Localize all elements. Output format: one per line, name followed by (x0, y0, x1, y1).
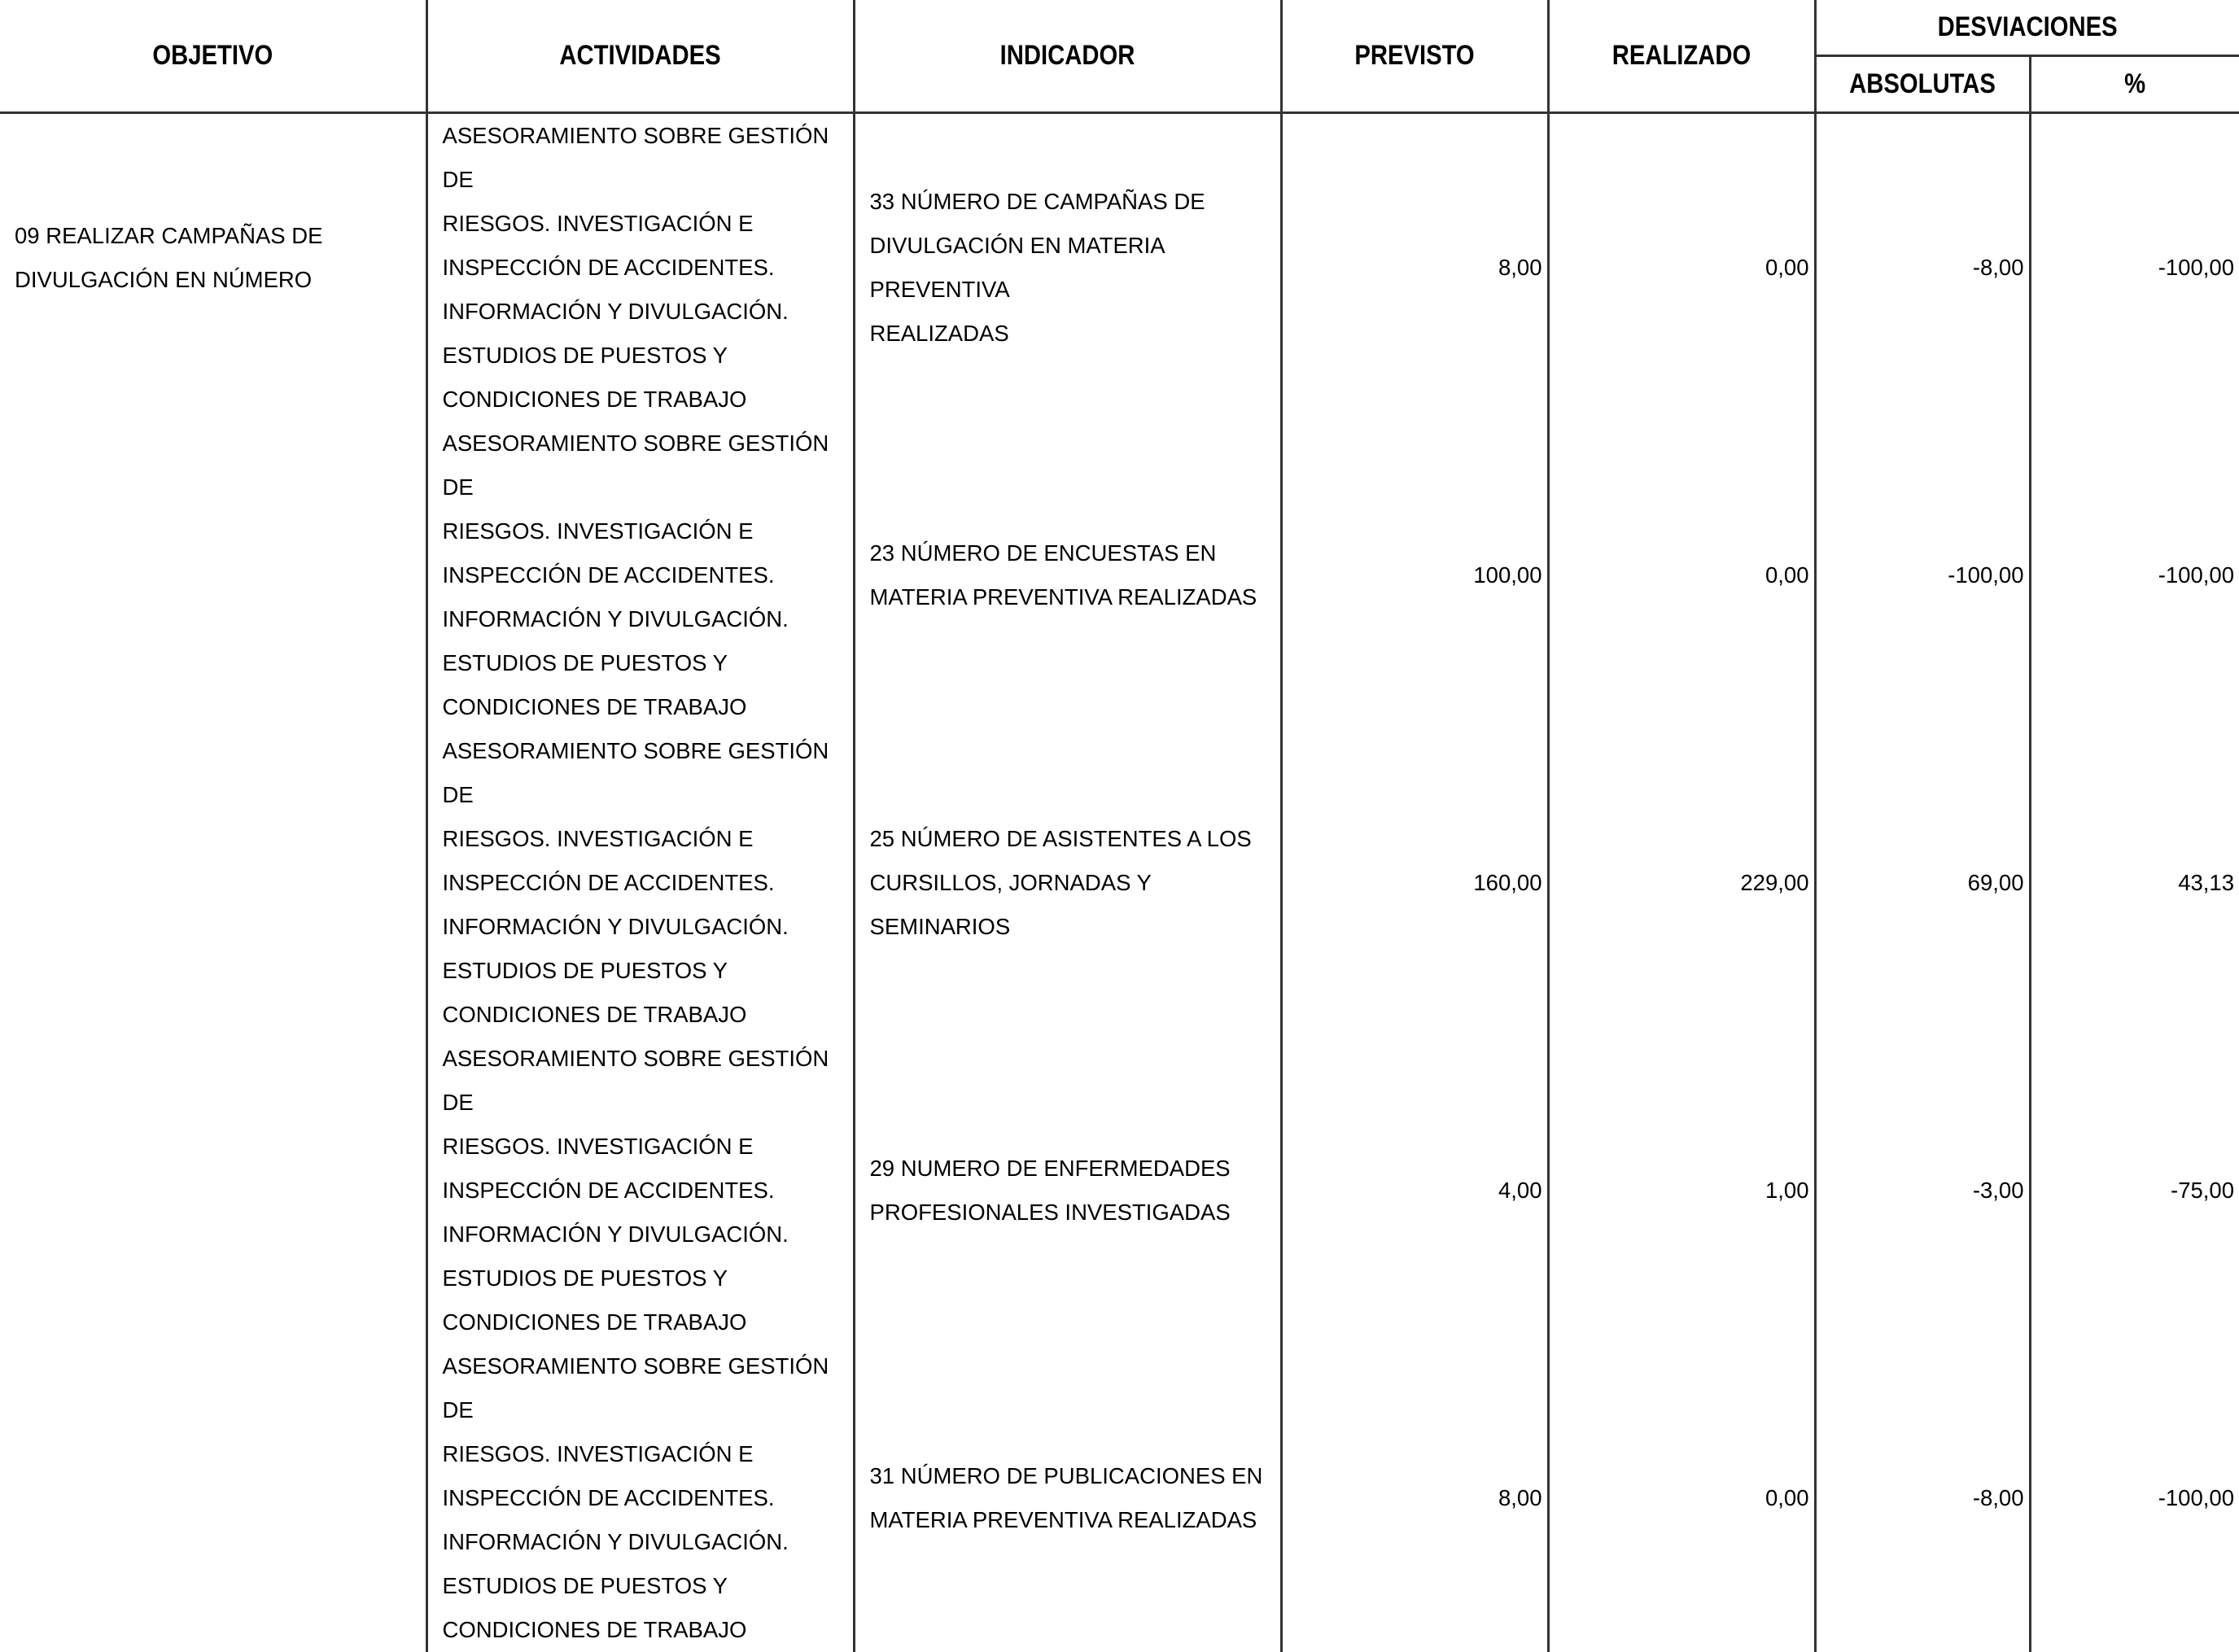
absolutas-value: -8,00 (1815, 113, 2030, 422)
table-row (0, 113, 2239, 422)
previsto-value: 160,00 (1281, 729, 1548, 1037)
actividades-cell (426, 729, 854, 1037)
indicador-cell (854, 729, 1281, 1037)
actividades-cell (426, 422, 854, 729)
actividades-text: RIESGOS. INVESTIGACIÓN E (443, 817, 853, 861)
table-body (0, 113, 2239, 1652)
actividades-text: ASESORAMIENTO SOBRE GESTIÓN DE (443, 1037, 853, 1125)
porcentaje-value: -100,00 (2030, 1344, 2239, 1652)
header-absolutas: ABSOLUTAS (1830, 56, 2014, 113)
objetivo-text: 09 REALIZAR CAMPAÑAS DE (15, 214, 426, 258)
indicador-text: DIVULGACIÓN EN MATERIA PREVENTIVA (870, 224, 1280, 312)
indicador-text: 25 NÚMERO DE ASISTENTES A LOS (870, 817, 1280, 861)
previsto-value: 4,00 (1281, 1037, 1548, 1344)
absolutas-value: -8,00 (1815, 1344, 2030, 1652)
indicador-text: 29 NUMERO DE ENFERMEDADES (870, 1147, 1280, 1191)
actividades-cell (426, 1344, 854, 1652)
actividades-text: CONDICIONES DE TRABAJO (443, 685, 853, 729)
porcentaje-value: -100,00 (2030, 113, 2239, 422)
actividades-text: CONDICIONES DE TRABAJO (443, 1608, 853, 1652)
header-porcentaje: % (2044, 56, 2224, 113)
actividades-text: ASESORAMIENTO SOBRE GESTIÓN DE (443, 422, 853, 509)
indicador-text: CURSILLOS, JORNADAS Y SEMINARIOS (870, 861, 1280, 949)
indicador-cell (854, 1344, 1281, 1652)
actividades-cell (426, 1037, 854, 1344)
actividades-text: RIESGOS. INVESTIGACIÓN E (443, 202, 853, 246)
actividades-text: CONDICIONES DE TRABAJO (443, 993, 853, 1037)
realizado-value: 1,00 (1548, 1037, 1815, 1344)
indicador-text: 23 NÚMERO DE ENCUESTAS EN (870, 531, 1280, 575)
actividades-text: INFORMACIÓN Y DIVULGACIÓN. (443, 1520, 853, 1564)
realizado-value: 0,00 (1548, 1344, 1815, 1652)
actividades-text: ESTUDIOS DE PUESTOS Y (443, 949, 853, 993)
actividades-text: CONDICIONES DE TRABAJO (443, 378, 853, 422)
indicador-text: 33 NÚMERO DE CAMPAÑAS DE (870, 180, 1280, 224)
objetivo-cell (0, 113, 426, 1652)
header-realizado: REALIZADO (1567, 0, 1796, 113)
actividades-text: INSPECCIÓN DE ACCIDENTES. (443, 246, 853, 290)
actividades-text: INSPECCIÓN DE ACCIDENTES. (443, 553, 853, 597)
actividades-text: RIESGOS. INVESTIGACIÓN E (443, 509, 853, 553)
actividades-text: CONDICIONES DE TRABAJO (443, 1300, 853, 1344)
header-desviaciones: DESVIACIONES (1844, 0, 2209, 56)
actividades-text: INFORMACIÓN Y DIVULGACIÓN. (443, 290, 853, 334)
absolutas-value: 69,00 (1815, 729, 2030, 1037)
previsto-value: 100,00 (1281, 422, 1548, 729)
actividades-text: INSPECCIÓN DE ACCIDENTES. (443, 1476, 853, 1520)
realizado-value: 0,00 (1548, 422, 1815, 729)
actividades-text: ESTUDIOS DE PUESTOS Y (443, 334, 853, 378)
header-objetivo: OBJETIVO (30, 0, 397, 113)
header-previsto: PREVISTO (1300, 0, 1529, 113)
indicador-cell (854, 1037, 1281, 1344)
indicador-text: PROFESIONALES INVESTIGADAS (870, 1191, 1280, 1235)
actividades-text: ASESORAMIENTO SOBRE GESTIÓN DE (443, 729, 853, 817)
indicador-text: MATERIA PREVENTIVA REALIZADAS (870, 1498, 1280, 1542)
actividades-text: RIESGOS. INVESTIGACIÓN E (443, 1125, 853, 1169)
previsto-value: 8,00 (1281, 1344, 1548, 1652)
porcentaje-value: -75,00 (2030, 1037, 2239, 1344)
indicador-text: REALIZADAS (870, 312, 1280, 356)
porcentaje-value: -100,00 (2030, 422, 2239, 729)
objetivo-text: DIVULGACIÓN EN NÚMERO (15, 258, 426, 302)
actividades-text: ESTUDIOS DE PUESTOS Y (443, 641, 853, 685)
absolutas-value: -3,00 (1815, 1037, 2030, 1344)
realizado-value: 0,00 (1548, 113, 1815, 422)
actividades-cell (426, 113, 854, 422)
table-header (0, 0, 2239, 113)
indicador-text: 31 NÚMERO DE PUBLICACIONES EN (870, 1454, 1280, 1498)
actividades-text: ESTUDIOS DE PUESTOS Y (443, 1564, 853, 1608)
actividades-text: INSPECCIÓN DE ACCIDENTES. (443, 861, 853, 905)
header-indicador: INDICADOR (884, 0, 1252, 113)
actividades-text: ASESORAMIENTO SOBRE GESTIÓN DE (443, 114, 853, 202)
actividades-text: INFORMACIÓN Y DIVULGACIÓN. (443, 1213, 853, 1256)
indicador-cell (854, 422, 1281, 729)
actividades-text: INFORMACIÓN Y DIVULGACIÓN. (443, 905, 853, 949)
previsto-value: 8,00 (1281, 113, 1548, 422)
actividades-text: INSPECCIÓN DE ACCIDENTES. (443, 1169, 853, 1213)
realizado-value: 229,00 (1548, 729, 1815, 1037)
indicador-text: MATERIA PREVENTIVA REALIZADAS (870, 575, 1280, 619)
header-actividades: ACTIVIDADES (457, 0, 824, 113)
absolutas-value: -100,00 (1815, 422, 2030, 729)
indicador-cell (854, 113, 1281, 422)
porcentaje-value: 43,13 (2030, 729, 2239, 1037)
actividades-text: INFORMACIÓN Y DIVULGACIÓN. (443, 597, 853, 641)
actividades-text: ASESORAMIENTO SOBRE GESTIÓN DE (443, 1344, 853, 1432)
actividades-text: RIESGOS. INVESTIGACIÓN E (443, 1432, 853, 1476)
actividades-text: ESTUDIOS DE PUESTOS Y (443, 1256, 853, 1300)
